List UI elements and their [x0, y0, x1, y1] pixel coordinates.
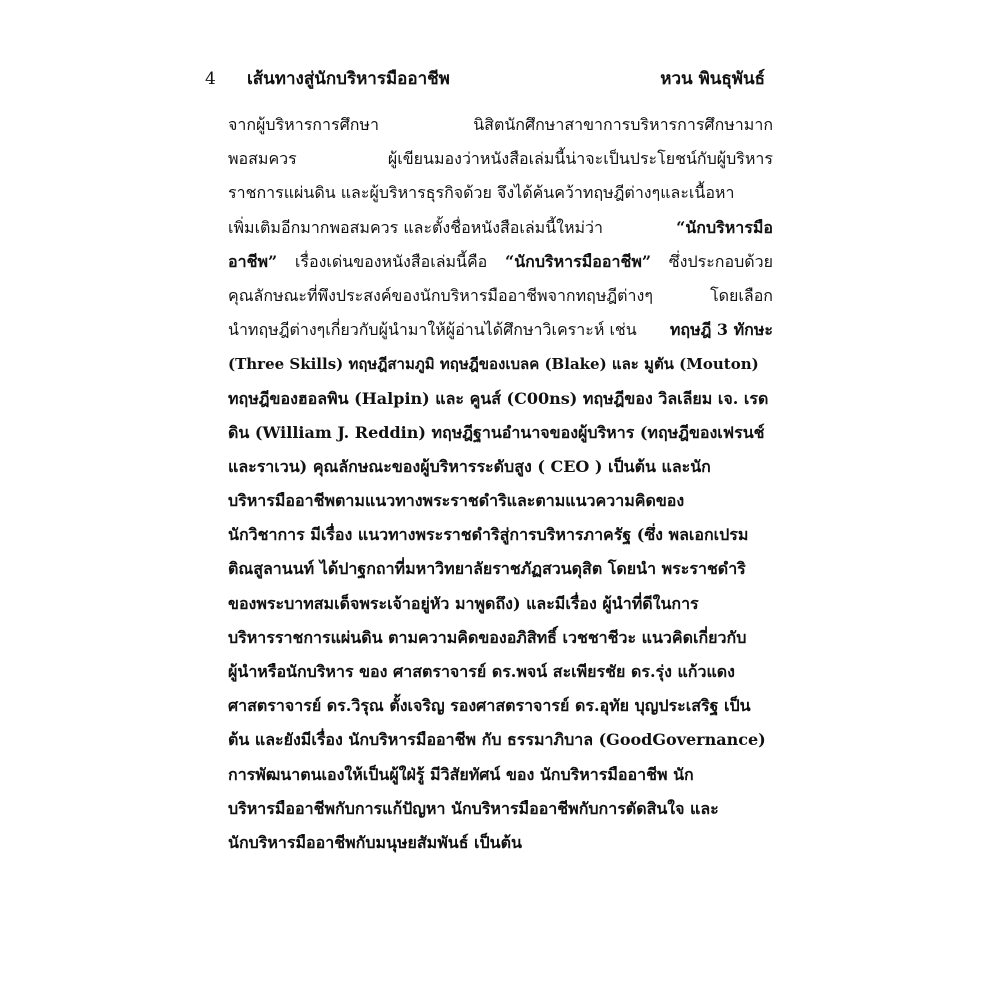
text-segment: ราชการแผ่นดิน และผู้บริหารธุรกิจด้วย จึงได้ค้นคว้าทฤษฎีต่างๆและเนื้อหา — [228, 183, 735, 203]
text-segment: นักวิชาการ มีเรื่อง แนวทางพระราชดำริสู่การบริหารภาครัฐ (ซึ่ง พลเอกเปรม — [228, 525, 749, 545]
text-segment: (Three Skills) ทฤษฎีสามภูมิ ทฤษฎีของเบลค (Blake) และ มูตัน (Mouton) — [228, 355, 759, 374]
running-header — [205, 66, 765, 92]
text-line — [228, 723, 773, 757]
page-number: 4 — [205, 69, 216, 89]
text-segment: นำทฤษฎีต่างๆเกี่ยวกับผู้นำมาให้ผู้อ่านได้ศึกษาวิเคราะห์ เช่น — [228, 320, 637, 340]
text-segment: นิสิตนักศึกษาสาขาการบริหารการศึกษามาก — [473, 115, 773, 134]
text-line — [228, 142, 773, 176]
text-line — [228, 176, 773, 210]
text-segment: ทฤษฎีของฮอลพิน (Halpin) และ คูนส์ (C00ns) ทฤษฎีของ วิลเลียม เจ. เรด — [228, 388, 769, 408]
text-line — [228, 518, 773, 552]
text-line — [228, 313, 773, 347]
text-line — [228, 279, 773, 313]
text-line — [228, 552, 773, 586]
text-line — [228, 211, 773, 245]
text-line — [228, 245, 773, 279]
text-segment: “นักบริหารมืออาชีพ” — [505, 251, 652, 271]
text-line — [228, 587, 773, 621]
text-line — [228, 450, 773, 484]
text-segment: “นักบริหารมือ — [676, 217, 773, 237]
text-segment: บริหารราชการแผ่นดิน ตามความคิดของอภิสิทธิ์ เวชชาชีวะ แนวคิดเกี่ยวกับ — [228, 627, 747, 647]
author-name: หวน พินธุพันธ์ — [660, 69, 765, 89]
text-segment: บริหารมืออาชีพกับการแก้ปัญหา นักบริหารมืออาชีพกับการตัดสินใจ และ — [228, 798, 719, 818]
text-line — [228, 758, 773, 792]
text-segment: พอสมควร — [228, 149, 297, 169]
text-segment: บริหารมืออาชีพตามแนวทางพระราชดำริและตามแนวความคิดของ — [228, 491, 685, 511]
text-segment: จากผู้บริหารการศึกษา — [228, 115, 379, 134]
text-line — [228, 416, 773, 450]
text-segment: ของพระบาทสมเด็จพระเจ้าอยู่หัว มาพูดถึง) และมีเรื่อง ผู้นำที่ดีในการ — [228, 593, 699, 613]
text-segment: ดิน (William J. Reddin) ทฤษฎีฐานอำนาจของผู้บริหาร (ทฤษฎีของเฟรนช์ — [228, 422, 765, 442]
text-line — [228, 108, 773, 142]
text-line — [228, 826, 773, 860]
text-segment: ทฤษฎี 3 ทักษะ — [669, 320, 773, 340]
text-segment: อาชีพ” — [228, 251, 278, 271]
text-segment: และราเวน) คุณลักษณะของผู้บริหารระดับสูง ( CEO ) เป็นต้น และนัก — [228, 456, 711, 476]
text-segment: นักบริหารมืออาชีพกับมนุษยสัมพันธ์ เป็นต้น — [228, 832, 522, 852]
text-line — [228, 621, 773, 655]
text-segment: ศาสตราจารย์ ดร.วิรุณ ตั้งเจริญ รองศาสตราจารย์ ดร.อุทัย บุญประเสริฐ เป็น — [228, 696, 751, 716]
text-line — [228, 347, 773, 381]
text-segment: คุณลักษณะที่พึงประสงค์ของนักบริหารมืออาชีพจากทฤษฎีต่างๆ — [228, 285, 653, 305]
text-line — [228, 382, 773, 416]
body-text — [228, 108, 773, 860]
text-segment: ผู้เขียนมองว่าหนังสือเล่มนี้น่าจะเป็นประโยชน์กับผู้บริหาร — [387, 149, 773, 169]
text-line — [228, 689, 773, 723]
text-line — [228, 484, 773, 518]
text-line — [228, 792, 773, 826]
text-segment: เรื่องเด่นของหนังสือเล่มนี้คือ — [294, 251, 488, 271]
text-segment: ติณสูลานนท์ ได้ปาฐกถาที่มหาวิทยาลัยราชภัฏสวนดุสิต โดยนำ พระราชดำริ — [228, 559, 746, 579]
text-segment: โดยเลือก — [710, 285, 773, 305]
book-title: เส้นทางสู่นักบริหารมืออาชีพ — [247, 69, 450, 89]
text-segment: เพิ่มเติมอีกมากพอสมควร และตั้งชื่อหนังสือเล่มนี้ใหม่ว่า — [228, 217, 604, 237]
text-segment: ต้น และยังมีเรื่อง นักบริหารมืออาชีพ กับ ธรรมาภิบาล (GoodGovernance) — [228, 730, 766, 750]
text-segment: ซึ่งประกอบด้วย — [668, 251, 773, 271]
text-segment: การพัฒนาตนเองให้เป็นผู้ใฝ่รู้ มีวิสัยทัศน์ ของ นักบริหารมืออาชีพ นัก — [228, 764, 694, 784]
text-segment: ผู้นำหรือนักบริหาร ของ ศาสตราจารย์ ดร.พจน์ สะเพียรชัย ดร.รุ่ง แก้วแดง — [228, 662, 735, 681]
text-line — [228, 655, 773, 689]
